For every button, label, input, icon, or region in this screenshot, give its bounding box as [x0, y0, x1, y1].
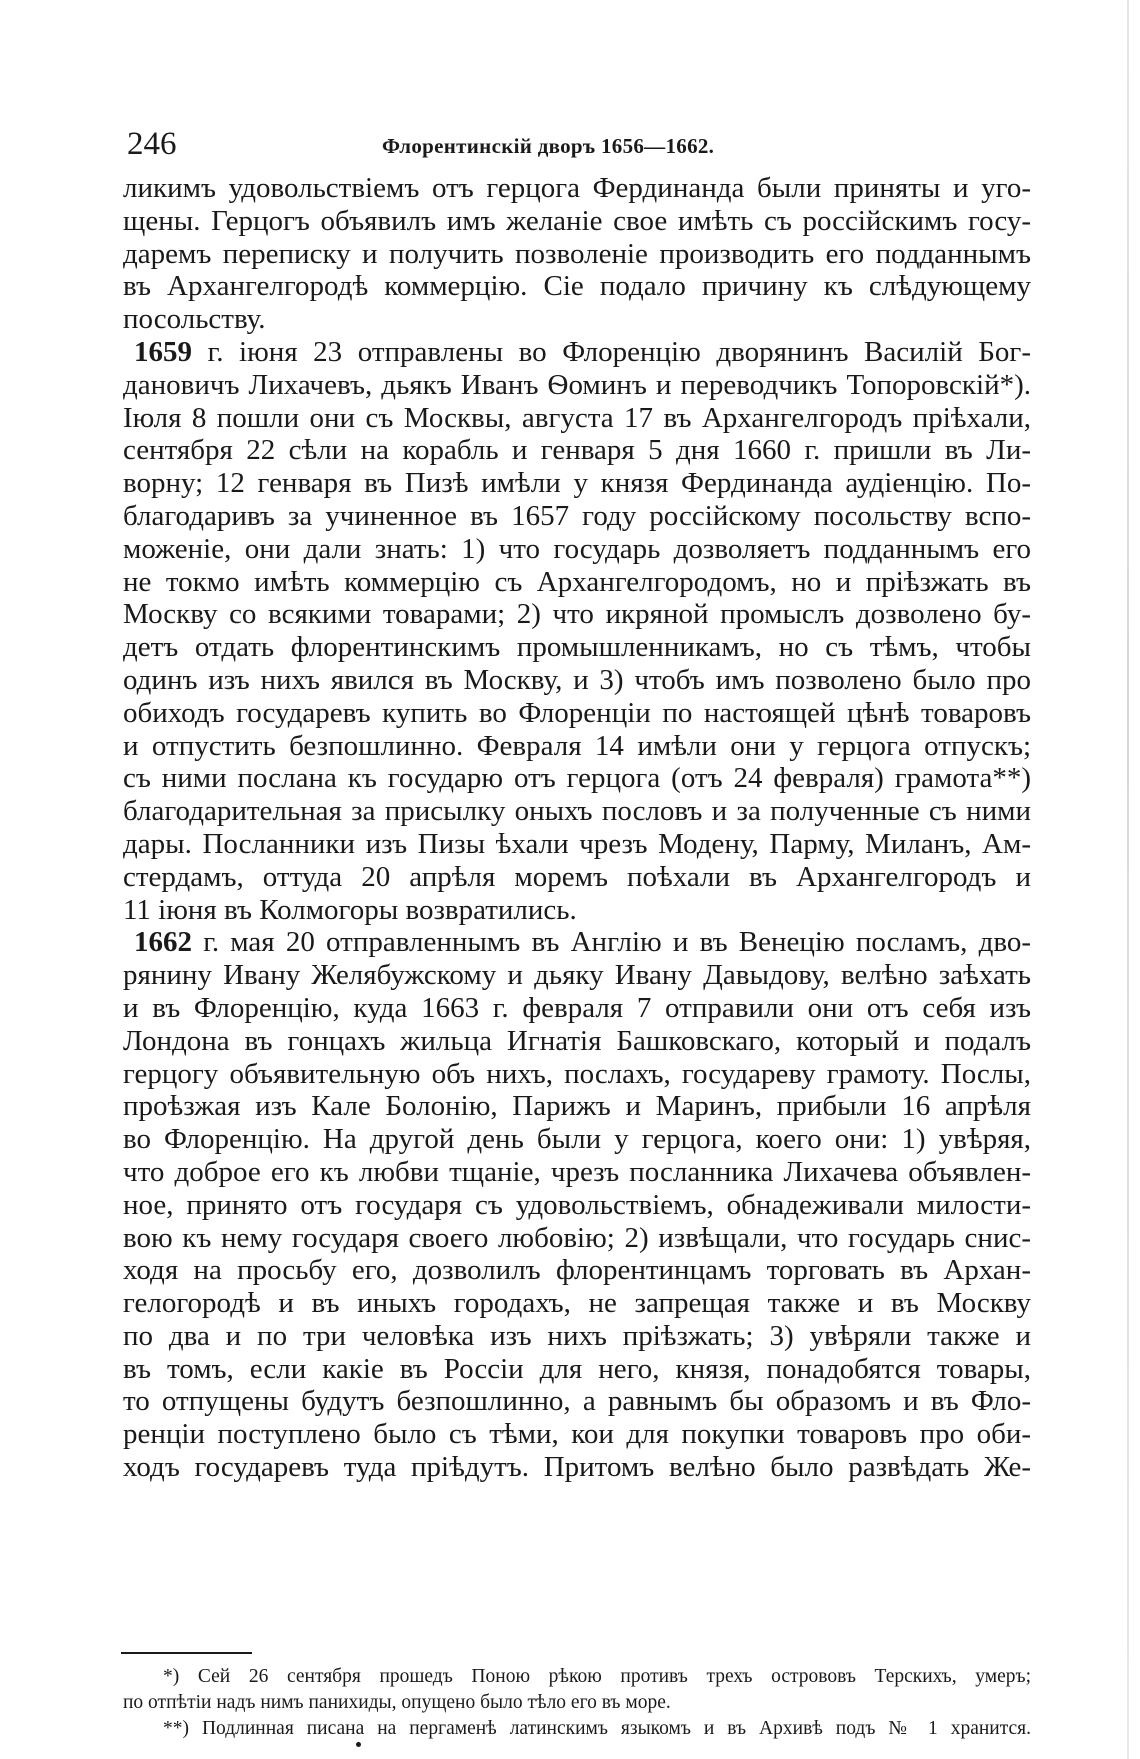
text-line: проѣзжая изъ Кале Болонію, Парижъ и Маринъ, прибыли 16 апрѣля	[123, 1090, 1031, 1123]
text-line: ное, принято отъ государя съ удовольствіемъ, обнадеживали милости-	[123, 1188, 1031, 1221]
scan-speck	[356, 1742, 361, 1747]
text-line: ворну; 12 генваря въ Пизѣ имѣли у князя Фердинанда аудіенцію. По-	[123, 467, 1031, 500]
text-line: благодарительная за присылку оныхъ пословъ и за полученные съ ними	[123, 795, 1031, 828]
text-line: гелогородѣ и въ иныхъ городахъ, не запрещая также и въ Москву	[123, 1287, 1031, 1320]
text-line: моженіе, они дали знать: 1) что государь дозволяетъ подданнымъ его	[123, 532, 1031, 565]
text-line: и отпустить безпошлинно. Февраля 14 имѣли они у герцога отпускъ;	[123, 729, 1031, 762]
text-line: по два и по три человѣка изъ нихъ пріѣзжать; 3) увѣряли также и	[123, 1319, 1031, 1352]
text-line: и въ Флоренцію, куда 1663 г. февраля 7 отправили они отъ себя изъ	[123, 991, 1031, 1024]
text-line: съ ними послана къ государю отъ герцога (отъ 24 февраля) грамота**)	[123, 762, 1031, 795]
text-line: что доброе его къ любви тщаніе, чрезъ посланника Лихачева объявлен-	[123, 1155, 1031, 1188]
footnote-2: **) Подлинная писана на пергаменѣ латинскимъ языкомъ и въ Архивѣ подъ № 1 хранится.	[163, 1718, 1031, 1739]
text-line: ходъ государевъ туда пріѣдутъ. Притомъ велѣно было развѣдать Же-	[123, 1451, 1031, 1484]
text-line: во Флоренцію. На другой день были у герцога, коего они: 1) увѣряя,	[123, 1123, 1031, 1156]
text-line: ликимъ удовольствіемъ отъ герцога Фердинанда были приняты и уго-	[123, 172, 1031, 204]
footnote-1-line-2: по отпѣтіи надъ нимъ панихиды, опущено было тѣло его въ море.	[123, 1692, 671, 1713]
text-line: щены. Герцогъ объявилъ имъ желаніе свое имѣть съ россійскимъ госу-	[123, 204, 1031, 237]
text-line: вою къ нему государя своего любовію; 2) извѣщали, что государь снис-	[123, 1221, 1031, 1254]
text-line: 11 іюня въ Колмогоры возвратились.	[123, 893, 577, 926]
text-line: обиходъ государевъ купить во Флоренціи по настоящей цѣнѣ товаровъ	[123, 696, 1031, 729]
text-line: одинъ изъ нихъ явился въ Москву, и 3) чтобъ имъ позволено было про	[123, 663, 1031, 696]
paragraph-1662-start: 1662 г. мая 20 отправленнымъ въ Англію и въ Венецію посламъ, дво-	[134, 926, 1031, 959]
text-line: благодаривъ за учиненное въ 1657 году россійскому посольству вспо-	[123, 499, 1031, 532]
text-line: не токмо имѣть коммерцію съ Архангелгородомъ, но и пріѣзжать въ	[123, 565, 1031, 598]
page-header	[127, 124, 1027, 164]
page-number: 246	[127, 126, 177, 162]
text-line: рянину Ивану Желябужскому и дьяку Ивану Давыдову, велѣно заѣхать	[123, 959, 1031, 992]
text-line: стердамъ, оттуда 20 апрѣля моремъ поѣхали въ Архангелгородъ и	[123, 860, 1031, 893]
text-line: ренціи поступлено было съ тѣми, кои для покупки товаровъ про оби-	[123, 1418, 1031, 1451]
text-line: Іюля 8 пошли они съ Москвы, августа 17 въ Архангелгородъ пріѣхали,	[123, 401, 1031, 434]
text-line: дары. Посланники изъ Пизы ѣхали чрезъ Модену, Парму, Миланъ, Ам-	[123, 827, 1031, 860]
text-line: въ томъ, если какіе въ Россіи для него, князя, понадобятся товары,	[123, 1352, 1031, 1385]
footnote-1-line-1: *) Сей 26 сентября прошедъ Поною рѣкою противъ трехъ острововъ Терскихъ, умеръ;	[163, 1666, 1031, 1687]
text-line: Москву со всякими товарами; 2) что икряной промыслъ дозволено бу-	[123, 598, 1031, 631]
paragraph-year: 1659	[134, 335, 192, 368]
scan-edge-line	[1127, 0, 1129, 1759]
text-line: въ Архангелгородѣ коммерцію. Сіе подало причину къ слѣдующему	[123, 270, 1031, 303]
text-line: детъ отдать флорентинскимъ промышленникамъ, но съ тѣмъ, чтобы	[123, 631, 1031, 664]
paragraph-1659-start: 1659 г. іюня 23 отправлены во Флоренцію дворянинъ Василій Бог-	[134, 335, 1031, 368]
text-line: герцогу объявительную объ нихъ, послахъ, государеву грамоту. Послы,	[123, 1057, 1031, 1090]
text-line: Лондона въ гонцахъ жильца Игнатія Башковскаго, который и подалъ	[123, 1024, 1031, 1057]
text-line: сентября 22 сѣли на корабль и генваря 5 дня 1660 г. пришли въ Ли-	[123, 434, 1031, 467]
text-line: даремъ переписку и получить позволеніе производить его подданнымъ	[123, 237, 1031, 270]
text-line: дановичъ Лихачевъ, дьякъ Иванъ Ѳоминъ и переводчикъ Топоровскій*).	[123, 368, 1031, 401]
text-line: посольству.	[123, 303, 266, 336]
paragraph-year: 1662	[134, 926, 192, 959]
footnotes	[123, 1664, 1031, 1742]
running-title: Флорентинскій дворъ 1656—1662.	[382, 134, 715, 158]
text-line: то отпущены будутъ безпошлинно, а равнымъ бы образомъ и въ Фло-	[123, 1385, 1031, 1418]
text-line: ходя на просьбу его, дозволилъ флорентинцамъ торговать въ Архан-	[123, 1254, 1031, 1287]
main-text	[123, 172, 1031, 1484]
footnote-separator	[121, 1652, 252, 1654]
